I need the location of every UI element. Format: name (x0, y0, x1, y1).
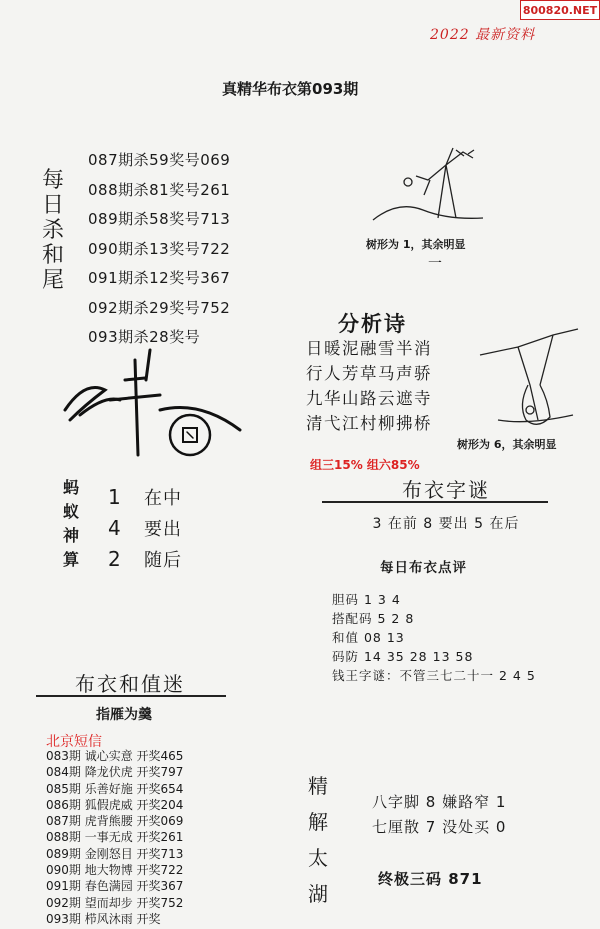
tree-sketch-1 (368, 140, 488, 230)
tree1-caption: 树形为 1，其余明显 (366, 238, 466, 251)
kill-item: 091期杀12奖号367 (88, 269, 231, 287)
year-note: 2022 最新资料 (430, 27, 536, 43)
riddle-title: 布衣字谜 (402, 478, 490, 502)
ant-text: 要出 (144, 519, 182, 540)
poem-title: 分析诗 (338, 312, 407, 336)
beijing-item: 092期 望而却步 开奖752 (46, 895, 184, 910)
ant-num: 4 (108, 516, 122, 540)
ant-num: 2 (108, 547, 122, 571)
review-line: 码防 14 35 28 13 58 (332, 649, 474, 664)
poem-line: 日暖泥融雪半消 (306, 339, 432, 358)
kill-item: 090期杀13奖号722 (88, 239, 231, 258)
beijing-item: 083期 诚心实意 开奖465 (46, 749, 184, 763)
sum-riddle-title: 布衣和值迷 (75, 672, 185, 696)
kill-item: 092期杀29奖号752 (88, 298, 231, 317)
kill-item: 089期杀58奖号713 (88, 210, 231, 228)
tree-sketch-2 (478, 325, 588, 435)
beijing-item: 086期 狐假虎威 开奖204 (46, 797, 184, 812)
poem-body (306, 336, 432, 436)
kill-item: 088期杀81奖号261 (88, 180, 231, 199)
jingjie-line: 八字脚 8 嫌路窄 1 (372, 793, 507, 811)
beijing-item: 090期 地大物博 开奖722 (46, 863, 184, 878)
review-line: 钱王字谜：不管三七二十一 2 4 5 (332, 668, 536, 683)
final-three-codes: 终极三码 871 (378, 870, 483, 888)
beijing-item: 084期 降龙伏虎 开奖797 (46, 765, 184, 780)
tree1-mark: 一 (428, 256, 442, 272)
jingjie-line: 七厘散 7 没处买 0 (372, 818, 507, 836)
jingjie-label: 精解太湖 (308, 774, 328, 906)
sum-riddle-clue: 指雁为羹 (96, 707, 152, 723)
review-line: 搭配码 5 2 8 (332, 611, 415, 626)
ant-row (108, 515, 182, 541)
site-badge: 800820.NET (520, 0, 600, 20)
percent-note: 组三15% 组六85% (310, 458, 420, 472)
page-title: 真精华布衣第093期 (222, 80, 359, 98)
riddle-rule (322, 501, 548, 503)
poem-line: 行人芳草马声骄 (306, 364, 432, 383)
ant-text: 在中 (144, 488, 182, 509)
beijing-item: 088期 一事无成 开奖261 (46, 830, 184, 845)
ant-row (108, 484, 182, 510)
review-title: 每日布衣点评 (380, 560, 467, 576)
sum-riddle-rule (36, 695, 226, 697)
ant-num: 1 (108, 485, 122, 509)
beijing-list (46, 748, 183, 927)
riddle-answer: 3 在前 8 要出 5 在后 (372, 516, 520, 532)
review-line: 和值 08 13 (332, 630, 405, 645)
jingjie-list (372, 790, 506, 840)
beijing-title: 北京短信 (46, 734, 102, 750)
kill-item: 087期杀59奖号069 (88, 151, 231, 169)
tree2-caption: 树形为 6，其余明显 (457, 438, 557, 451)
kill-item: 093期杀28奖号 (88, 328, 201, 346)
review-line: 胆码 1 3 4 (332, 592, 401, 607)
daily-kill-list (88, 146, 230, 353)
ant-logo (50, 340, 250, 470)
poem-line: 清弋江村柳拂桥 (306, 414, 432, 433)
daily-kill-label: 每日杀和尾 (41, 168, 64, 293)
beijing-item: 089期 金刚怒目 开奖713 (46, 846, 184, 861)
beijing-item: 085期 乐善好施 开奖654 (46, 781, 184, 796)
review-list (332, 590, 536, 685)
ant-row (108, 546, 182, 572)
beijing-item: 091期 春色满园 开奖367 (46, 879, 184, 894)
beijing-item: 087期 虎背熊腰 开奖069 (46, 814, 184, 829)
ant-text: 随后 (144, 550, 182, 571)
poem-line: 九华山路云遮寺 (306, 389, 432, 408)
ant-label: 蚂蚁神算 (63, 478, 80, 569)
beijing-item: 093期 栉风沐雨 开奖 (46, 911, 161, 926)
